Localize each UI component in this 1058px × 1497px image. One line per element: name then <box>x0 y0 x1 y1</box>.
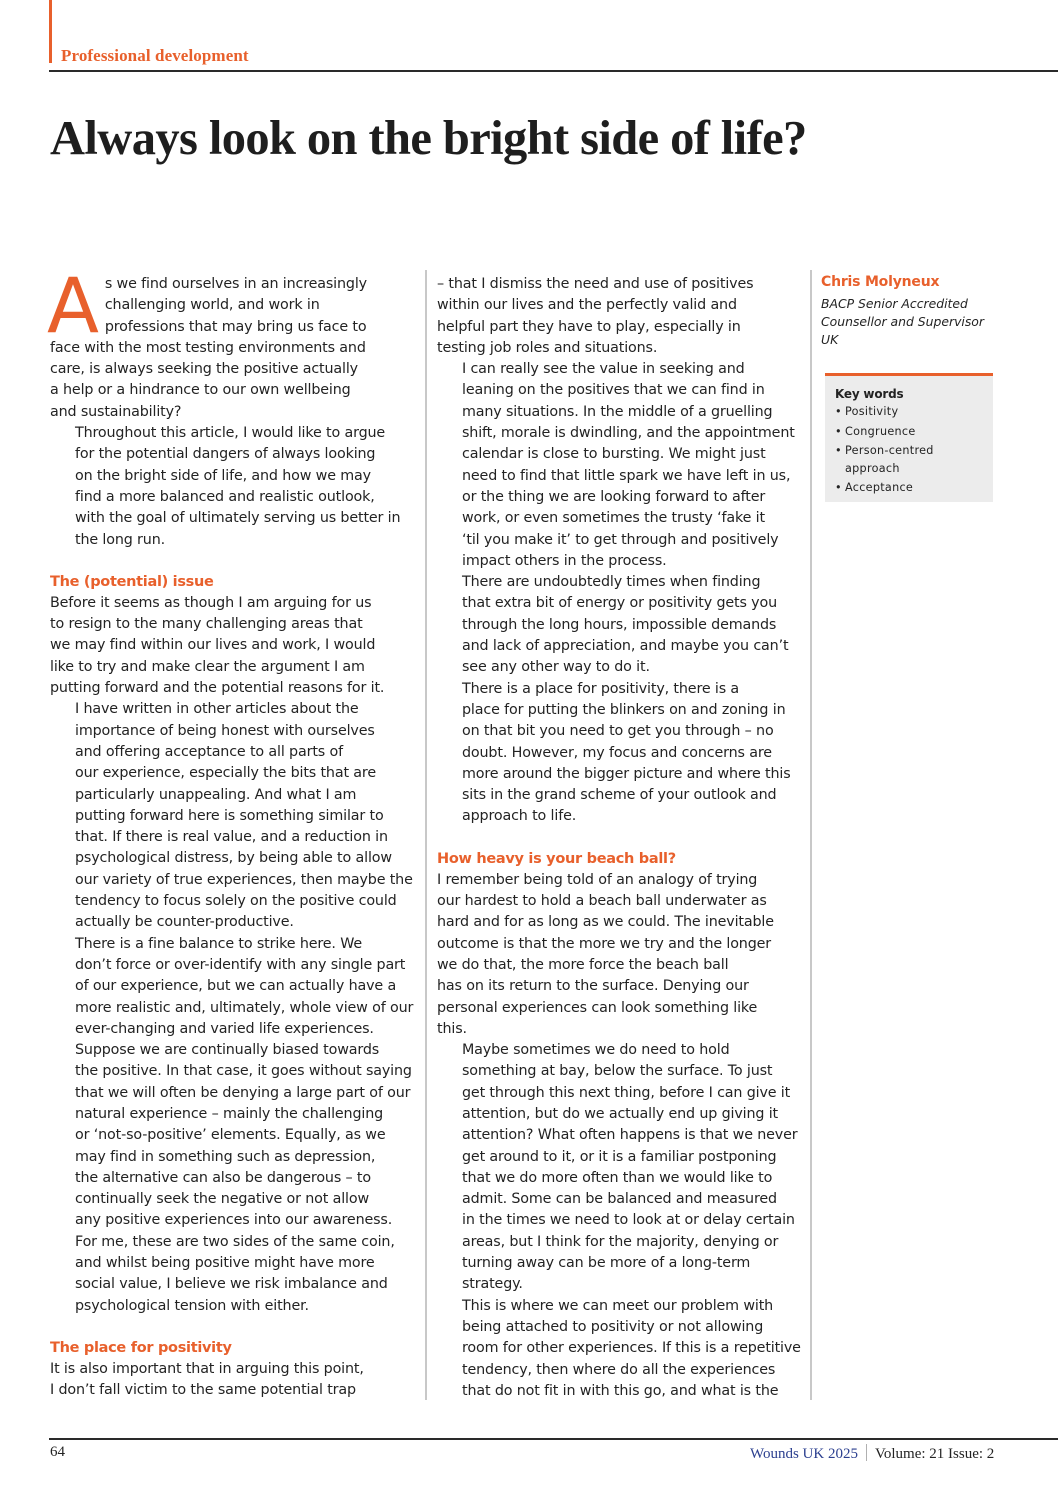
text-line: has on its return to the surface. Denying our <box>437 978 749 995</box>
text-line: for the potential dangers of always looking <box>75 446 376 463</box>
text-line: in the times we need to look at or delay certain <box>462 1212 795 1229</box>
paragraph <box>437 572 799 678</box>
text-line: particularly unappealing. And what I am <box>75 786 357 803</box>
paragraph <box>50 699 412 933</box>
text-line: sits in the grand scheme of your outlook and <box>462 787 777 804</box>
text-line: strategy. <box>462 1276 523 1293</box>
text-line: may find in something such as depression, <box>75 1148 376 1165</box>
text-line: our experience, especially the bits that are <box>75 765 376 782</box>
text-line: see any other way to do it. <box>462 659 650 676</box>
text-line: I have written in other articles about the <box>75 701 359 718</box>
text-line: areas, but I think for the majority, denying or <box>462 1233 779 1250</box>
text-line: admit. Some can be balanced and measured <box>462 1191 777 1208</box>
text-line: with the goal of ultimately serving us better in <box>75 510 401 527</box>
paragraph <box>50 593 412 699</box>
text-line: I don’t fall victim to the same potential trap <box>50 1382 356 1399</box>
paragraph <box>437 274 799 359</box>
column-1 <box>47 261 414 1402</box>
section-heading: How heavy is your beach ball? <box>437 850 676 867</box>
journal-info <box>750 1444 994 1463</box>
text-line: psychological distress, by being able to allow <box>75 850 392 867</box>
footer-separator <box>866 1444 867 1461</box>
keyword-item: • Person-centred approach <box>835 444 934 475</box>
text-line: we may find within our lives and work, I would <box>50 637 376 654</box>
text-line: to resign to the many challenging areas that <box>50 616 363 633</box>
author-role: BACP Senior Accredited Counsellor and Supervisor UK <box>821 296 984 347</box>
text-line: something at bay, below the surface. To just <box>462 1063 773 1080</box>
text-line: This is where we can meet our problem with <box>462 1297 774 1314</box>
text-line: get through this next thing, before I can give it <box>462 1084 791 1101</box>
text-line: putting forward here is something similar to <box>75 807 384 824</box>
text-line: personal experiences can look something like <box>437 999 758 1016</box>
page-number: 64 <box>50 1444 65 1460</box>
text-line: or the thing we are looking forward to after <box>462 488 766 505</box>
accent-bar <box>49 0 52 63</box>
text-line: get around to it, or it is a familiar postponing <box>462 1148 777 1165</box>
author-name: Chris Molyneux <box>821 274 940 290</box>
text-line: hard and for as long as we could. The inevitable <box>437 914 774 931</box>
keyword-item: • Positivity <box>835 403 965 421</box>
column-2 <box>437 274 799 1402</box>
text-line: turning away can be more of a long-term <box>462 1255 751 1272</box>
text-line: testing job roles and situations. <box>437 339 658 356</box>
text-line: continually seek the negative or not allow <box>75 1191 369 1208</box>
paragraph <box>50 934 412 1040</box>
paragraph <box>437 679 799 828</box>
text-line: need to find that little spark we have left in us, <box>462 467 791 484</box>
text-line: There are undoubtedly times when finding <box>462 574 761 591</box>
text-line: find a more balanced and realistic outlook, <box>75 488 375 505</box>
text-line: I remember being told of an analogy of trying <box>437 871 758 888</box>
paragraph <box>437 870 799 1040</box>
text-line: For me, these are two sides of the same coin, <box>75 1233 395 1250</box>
text-line: calendar is close to bursting. We might just <box>462 446 766 463</box>
text-line: impact others in the process. <box>462 552 667 569</box>
text-line: the alternative can also be dangerous – to <box>75 1169 371 1186</box>
volume-issue: Volume: 21 Issue: 2 <box>874 1446 995 1462</box>
text-line: that we do more often than we would like to <box>462 1169 773 1186</box>
text-line: place for putting the blinkers on and zoning in <box>462 701 786 718</box>
drop-cap: A <box>47 261 99 350</box>
text-line: social value, I believe we risk imbalance and <box>75 1276 388 1293</box>
text-line: Suppose we are continually biased towards <box>75 1042 380 1059</box>
text-line: ever-changing and varied life experiences. <box>75 1020 374 1037</box>
text-line: more realistic and, ultimately, whole view of our <box>75 999 414 1016</box>
text-line: psychological tension with either. <box>75 1297 309 1314</box>
bullet-icon: • <box>835 481 842 494</box>
text-line: importance of being honest with ourselves <box>75 722 375 739</box>
text-line: any positive experiences into our awareness. <box>75 1212 393 1229</box>
paragraph <box>50 1359 412 1402</box>
text-line: that. If there is real value, and a reduction in <box>75 829 388 846</box>
text-line: the positive. In that case, it goes without saying <box>75 1063 412 1080</box>
text-line: actually be counter-productive. <box>75 914 294 931</box>
text-line: approach to life. <box>462 808 577 825</box>
text-line: or ‘not-so-positive’ elements. Equally, as we <box>75 1127 386 1144</box>
keywords-title: Key words <box>835 387 904 401</box>
text-line: putting forward and the potential reasons for it. <box>50 680 385 697</box>
text-line: the long run. <box>75 531 166 548</box>
keyword-item: • Congruence <box>835 423 965 441</box>
text-line: and lack of appreciation, and maybe you can’t <box>462 638 789 655</box>
paragraph <box>437 1040 799 1296</box>
intro-paragraph: A s we find ourselves in an increasingly challenging world, and work in professions that may bring us face to face with the most testing environments and care, is always seeking the positive actually a help or a hindrance to our own wellbeing and sustainability? <box>47 261 367 420</box>
text-line: There is a place for positivity, there is a <box>462 680 740 697</box>
text-line: more around the bigger picture and where this <box>462 765 791 782</box>
text-line: ‘til you make it’ to get through and positively <box>462 531 779 548</box>
journal-name: Wounds UK 2025 <box>750 1446 858 1462</box>
paragraph <box>437 359 799 572</box>
text-line: this. <box>437 1020 467 1037</box>
text-line: and offering acceptance to all parts of <box>75 743 343 760</box>
text-line: on the bright side of life, and how we may <box>75 467 371 484</box>
text-line: outcome is that the more we try and the longer <box>437 935 772 952</box>
text-line: our variety of true experiences, then maybe the <box>75 871 413 888</box>
text-line: helpful part they have to play, especially in <box>437 318 741 335</box>
text-line: tendency to focus solely on the positive could <box>75 893 397 910</box>
text-line: being attached to positivity or not allowing <box>462 1318 764 1335</box>
text-line: our hardest to hold a beach ball underwater as <box>437 893 767 910</box>
section-heading: The (potential) issue <box>50 573 214 590</box>
text-line: tendency, then where do all the experiences <box>462 1361 776 1378</box>
keywords-list <box>835 403 993 497</box>
text-line: within our lives and the perfectly valid and <box>437 297 737 314</box>
keyword-item: • Acceptance <box>835 479 965 497</box>
text-line: like to try and make clear the argument I am <box>50 658 365 675</box>
text-line: I can really see the value in seeking and <box>462 361 745 378</box>
header-rule <box>49 70 1058 72</box>
text-line: we do that, the more force the beach ball <box>437 956 729 973</box>
bullet-icon: • <box>835 444 842 457</box>
footer-rule <box>49 1438 1058 1440</box>
text-line: don’t force or over-identify with any single part <box>75 956 406 973</box>
paragraph <box>437 1296 799 1402</box>
text-line: through the long hours, impossible demands <box>462 616 777 633</box>
text-line: doubt. However, my focus and concerns are <box>462 744 772 761</box>
text-line: attention, but do we actually end up giving it <box>462 1105 778 1122</box>
text-line: that do not fit in with this go, and what is the <box>462 1382 779 1399</box>
text-line: attention? What often happens is that we never <box>462 1127 798 1144</box>
text-line: many situations. In the middle of a gruelling <box>462 403 773 420</box>
article-title: Always look on the bright side of life? <box>50 112 807 165</box>
text-line: that extra bit of energy or positivity gets you <box>462 595 777 612</box>
text-line: shift, morale is dwindling, and the appointment <box>462 425 795 442</box>
text-line: Before it seems as though I am arguing for us <box>50 594 372 611</box>
text-line: room for other experiences. If this is a repetitive <box>462 1340 801 1357</box>
text-line: Throughout this article, I would like to argue <box>75 425 386 442</box>
text-line: on that bit you need to get you through – no <box>462 723 774 740</box>
paragraph <box>50 1040 412 1317</box>
text-line: Maybe sometimes we do need to hold <box>462 1042 730 1059</box>
bullet-icon: • <box>835 424 842 438</box>
text-line: There is a fine balance to strike here. We <box>75 935 363 952</box>
section-label: Professional development <box>61 46 249 65</box>
column-divider-1 <box>425 270 427 1400</box>
text-line: It is also important that in arguing this point, <box>50 1360 364 1377</box>
text-line: leaning on the positives that we can find in <box>462 382 765 399</box>
text-line: that we will often be denying a large part of our <box>75 1084 411 1101</box>
text-line: natural experience – mainly the challenging <box>75 1105 384 1122</box>
bullet-icon: • <box>835 405 842 418</box>
section-heading: The place for positivity <box>50 1339 232 1356</box>
text-line: – that I dismiss the need and use of positives <box>437 276 754 292</box>
column-divider-2 <box>810 270 812 1400</box>
text-line: work, or even sometimes the trusty ‘fake it <box>462 510 765 527</box>
text-line: and whilst being positive might have more <box>75 1255 375 1272</box>
text-line: of our experience, but we can actually have a <box>75 978 397 995</box>
paragraph <box>50 423 412 551</box>
keywords-box <box>825 373 993 502</box>
